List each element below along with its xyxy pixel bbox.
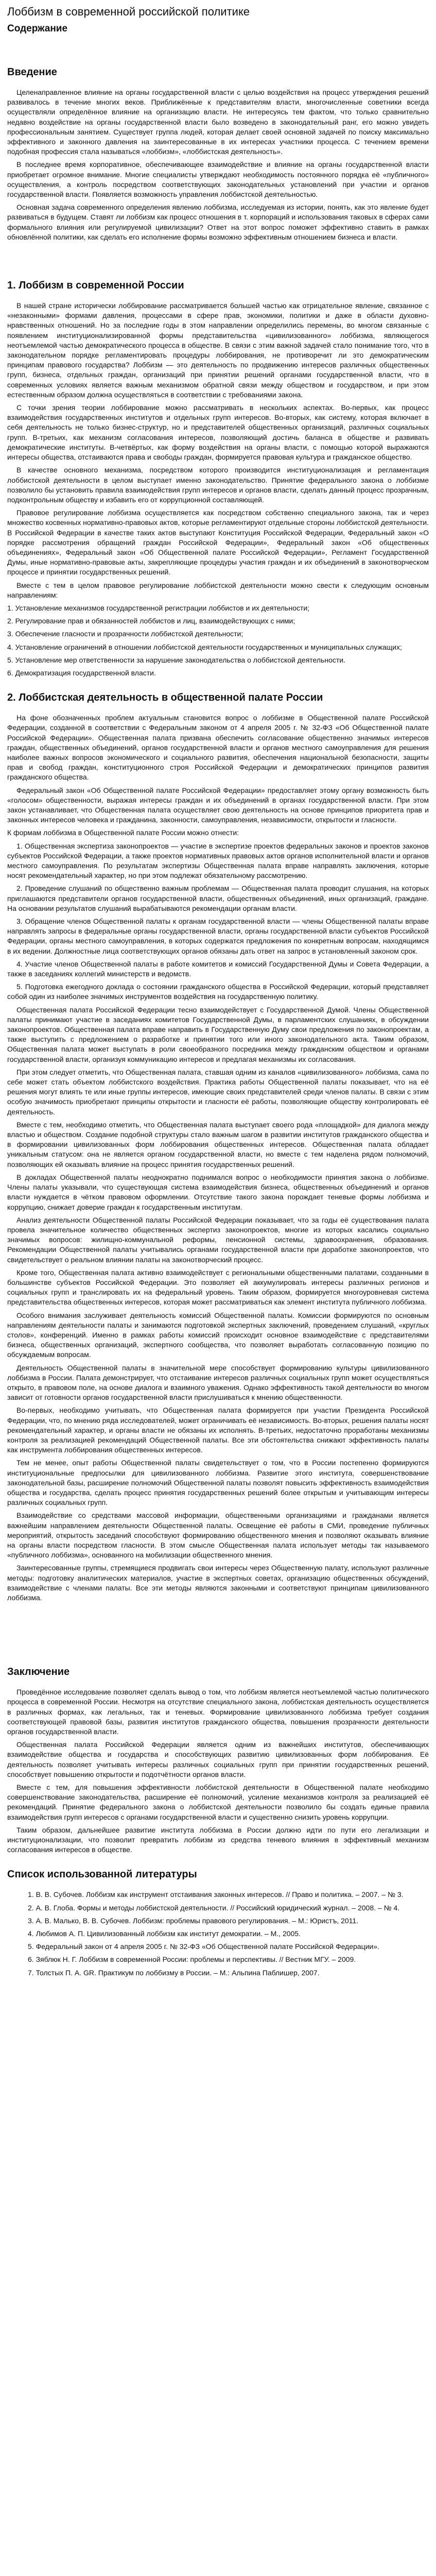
section2-heading: 2. Лоббистская деятельность в общественной палате России <box>7 692 323 704</box>
reference-item: 6. Зяблюк Н. Г. Лоббизм в современной России: проблемы и перспективы. // Вестник МГУ. – 2009. <box>28 1955 356 1964</box>
paragraph: В докладах Общественной палаты неоднократно поднимался вопрос о необходимости принятия закона о лоббизме. Члены палаты указывали, что существующая система взаимодействия бизнеса, общественных объединений и органов власти нуждается в чётком правовом оформлении. Отсутствие такого закона порождает теневые формы лоббизма и коррупцию, снижает доверие граждан к государственным институтам. <box>7 1173 429 1211</box>
paragraph: Вместе с тем, необходимо отметить, что Общественная палата выступает своего рода «площадкой» для диалога между властью и обществом. Создание подобной структуры стало важным шагом в развитии институтов гражданского общества и в формировании цивилизованных форм лоббирования общественных интересов. Общественная палата обладает уникальным статусом: она не является органом государственной власти, но вместе с тем наделена рядом полномочий, позволяющих ей оказывать влияние на процесс принятия государственных решений. <box>7 1120 429 1168</box>
section1-heading: 1. Лоббизм в современной России <box>7 280 184 292</box>
paragraph: Общественная палата Российской Федерации является одним из важнейших институтов, обеспечивающих взаимодействие общества и государства и способствующих развитию цивилизованных форм лоббирования. Её деятельность позволяет учитывать интересы различных социальных групп при принятии государственных решений, способствует повышению открытости и подотчётности органов власти. <box>7 1740 429 1778</box>
references-list <box>7 1890 429 1977</box>
toc-heading: Содержание <box>7 23 68 34</box>
conclusion-heading: Заключение <box>7 1666 70 1678</box>
paragraph: В нашей стране исторически лоббирование рассматривается большей частью как отрицательное явление, связанное с «незаконными» формами давления, процессами в сфере прав, экономики, политики и даже в области духовно-нравственных отношений. Но за последние годы в этом направлении определились перемены, во многом связанные с появлением институционализированной формы представительства «цивилизованного» лоббизма, являющегося неотъемлемой частью демократического процесса в обществе. В связи с этим важной задачей стало понимание того, что в законодательном порядке регламентировать процедуры лоббирования, не противоречит ли это демократическим принципам правового государства? Лоббизм — это деятельность по продвижению интересов различных общественных групп, бизнеса, отдельных граждан, организаций при принятии решений органами государственной власти, что в современных условиях является важным механизмом обратной связи между обществом и государством, и при этом естественным образом должна осуществляться в соответствии с требованиями закона. <box>7 301 429 399</box>
paragraph: Общественная палата Российской Федерации тесно взаимодействует с Государственной Думой. Члены Общественной палаты принимают участие в заседаниях комитетов Государственной Думы, в парламентских слушаниях, в обсуждении законопроектов. Общественная палата вправе направить в Государственную Думу свои предложения по законопроектам, а также выступить с предложением о разработке и принятии того или иного законодательного акта. Таким образом, Общественная палата может выступать в роли своеобразного посредника между гражданским обществом и органами государственной власти, организуя коммуникацию интересов и предлагая механизмы их согласования. <box>7 1005 429 1063</box>
paragraph: 4. Участие членов Общественной палаты в работе комитетов и комиссий Государственной Думы и Совета Федерации, а также в заседаниях коллегий министерств и ведомств. <box>7 959 429 978</box>
section1-body <box>7 301 429 678</box>
section2-body <box>7 713 429 1603</box>
document-title: Лоббизм в современной российской политике <box>7 5 250 18</box>
paragraph: Вместе с тем в целом правовое регулирование лоббистской деятельности можно свести к следующим основным направлениям: <box>7 581 429 599</box>
reference-item: 4. Любимов А. П. Цивилизованный лоббизм как институт демократии. – М., 2005. <box>28 1929 301 1938</box>
paragraph: Анализ деятельности Общественной палаты Российской Федерации показывает, что за годы её существования палата провела значительное количество общественных экспертиз законопроектов, многие из которых касались социально значимых вопросов: жилищно-коммунальной реформы, пенсионной системы, здравоохранения, образования. Рекомендации Общественной палаты учитывались органами государственной власти при доработке законопроектов, что свидетельствует о реальном влиянии палаты на законотворческий процесс. <box>7 1215 429 1264</box>
paragraph: В качестве основного механизма, посредством которого производится институционализация и регламентация лоббистской деятельности в целом выступает именно законодательство. Принятие федерального закона о лоббизме позволило бы установить правила взаимодействия групп интересов и органов власти, сделать данный процесс прозрачным, подконтрольным обществу и избавить его от коррупционной составляющей. <box>7 466 429 504</box>
paragraph: 2. Проведение слушаний по общественно важным проблемам — Общественная палата проводит слушания, на которых приглашаются представители органов государственной власти, общественных объединений, иных организаций, граждане. На основании результатов слушаний вырабатываются рекомендации органам власти. <box>7 884 429 912</box>
list-item: 1. Установление механизмов государственной регистрации лоббистов и их деятельности; <box>7 603 310 612</box>
intro-heading: Введение <box>7 66 57 78</box>
reference-item: 3. А. В. Малько, В. В. Субочев. Лоббизм: проблемы правового регулирования. – М.: Юристъ, 2011. <box>28 1916 359 1925</box>
references-heading: Список использованной литературы <box>7 1869 197 1880</box>
reference-item: 1. В. В. Субочев. Лоббизм как инструмент отстаивания законных интересов. // Право и политика. – 2007. – № 3. <box>28 1890 404 1899</box>
paragraph: 1. Общественная экспертиза законопроектов — участие в экспертизе проектов федеральных законов и проектов законов субъектов Российской Федерации, а также проектов нормативных правовых актов органов исполнительной власти и органов местного самоуправления. По результатам экспертизы Общественная палата вправе направлять заключения, которые носят рекомендательный характер, но при этом подлежат обязательному рассмотрению. <box>7 841 429 880</box>
paragraph: Тем не менее, опыт работы Общественной палаты свидетельствует о том, что в России постепенно формируются институциональные предпосылки для цивилизованного лоббизма. Развитие этого института, совершенствование законодательной базы, расширение полномочий Общественной палаты позволят повысить эффективность взаимодействия общества и государства, сделать процесс принятия государственных решений более открытым и учитывающим интересы различных социальных групп. <box>7 1459 429 1507</box>
reference-item: 5. Федеральный закон от 4 апреля 2005 г. № 32-ФЗ «Об Общественной палате Российской Федерации». <box>28 1942 379 1951</box>
paragraph: Таким образом, дальнейшее развитие института лоббизма в России должно идти по пути его легализации и институционализации, что позволит превратить лоббизм из средства теневого влияния в эффективный механизм согласования интересов в обществе. <box>7 1825 429 1854</box>
paragraph: Вместе с тем, для повышения эффективности лоббистской деятельности в Общественной палате необходимо совершенствование законодательства, расширение её полномочий, усиление механизмов контроля за реализацией её рекомендаций. Принятие федерального закона о лоббистской деятельности позволило бы создать единые правила взаимодействия групп интересов с органами государственной власти и существенно снизить уровень коррупции. <box>7 1783 429 1821</box>
list-item: 5. Установление мер ответственности за нарушение законодательства о лоббистской деятельности. <box>7 655 345 664</box>
paragraph: 3. Обращение членов Общественной палаты к органам государственной власти — члены Общественной палаты вправе направлять запросы в федеральные органы государственной власти, органы государственной власти субъектов Российской Федерации, органы местного самоуправления, в которых содержатся предложения по конкретным вопросам, находящимся в их ведении. Должностные лица соответствующих органов обязаны дать ответ на запрос в установленный законом срок. <box>7 917 429 955</box>
paragraph: Правовое регулирование лоббизма осуществляется как посредством собственно специального закона, так и через множество косвенных нормативно-правовых актов, которые регламентируют отдельные стороны лоббистской деятельности. В Российской Федерации в качестве таких актов выступают Конституция Российской Федерации, Федеральный закон «О порядке рассмотрения обращений граждан Российской Федерации», Федеральный закон «Об общественных объединениях», Федеральный закон «Об Общественной палате Российской Федерации», Регламент Государственной Думы, иные нормативно-правовые акты, закрепляющие процедуры участия граждан и их объединений в законотворческом процессе и принятии государственных решений. <box>7 509 429 577</box>
paragraph: Заинтересованные группы, стремящиеся продвигать свои интересы через Общественную палату, используют различные методы: подготовку аналитических материалов, участие в экспертных советах, организацию общественных обсуждений, взаимодействие с членами палаты. Все эти методы являются законными и соответствуют принципам цивилизованного лоббизма. <box>7 1564 429 1602</box>
paragraph: Проведённое исследование позволяет сделать вывод о том, что лоббизм является неотъемлемой частью политического процесса в современной России. Несмотря на отсутствие специального закона, лоббистская деятельность осуществляется в различных формах, как легальных, так и теневых. Формирование цивилизованного лоббизма требует создания соответствующей правовой базы, развития институтов гражданского общества, повышения прозрачности деятельности органов государственной власти. <box>7 1688 429 1736</box>
list-item: 2. Регулирование прав и обязанностей лоббистов и лиц, взаимодействующих с ними; <box>7 617 295 625</box>
conclusion-body <box>7 1687 429 1855</box>
paragraph: К формам лоббизма в Общественной палате России можно отнести: <box>7 828 239 837</box>
paragraph: Основная задача современного определения явлению лоббизма, исследуемая из истории, понять, как это явление будет развиваться в будущем. Ставят ли лоббизм как процесс отношения в т. корпораций и использования таковых в сферах сами формального влияния или регулируемой цивилизации? Ответ на этот вопрос поможет эффективно ставить в рамках обновлённой политики, как сделать его исполнение формы возможно эффективным отношением бизнеса и власти. <box>7 203 429 241</box>
reference-item: 2. А. В. Глоба. Формы и методы лоббистской деятельности. // Российский юридический журнал. – 2008. – № 4. <box>28 1903 400 1912</box>
paragraph: Федеральный закон «Об Общественной палате Российской Федерации» предоставляет этому органу возможность быть «голосом» общественности, выражая интересы граждан и их объединений в органах государственной власти. При этом закон устанавливает, что Общественная палата осуществляет свою деятельность на основе принципов приоритета прав и законных интересов человека и гражданина, законности, самоуправления, независимости, открытости и гласности. <box>7 786 429 824</box>
paragraph: Целенаправленное влияние на органы государственной власти с целью воздействия на процесс утверждения решений развивалось в течение многих веков. Приближённые к представителям власти, многочисленные советники всегда осуществляли определённое влияние на организацию власти. Не интересуясь тем фактом, что только сравнительно недавно воздействие на органы государственной власти было возведено в законодательный ранг, его можно увидеть профессиональным занятием. Существует группа людей, которая делает своей основной задачей по поиску максимально эффективного и законного давления на заинтересованные в их интересах участники процесса. С течением времени подобная профессия стала называться «лоббизм», «лоббистская деятельность». <box>7 88 429 156</box>
paragraph: При этом следует отметить, что Общественная палата, ставшая одним из каналов «цивилизованного» лоббизма, сама по себе может стать объектом лоббистского воздействия. Практика работы Общественной палаты показывает, что на её решения могут влиять те или иные группы интересов, имеющие своих представителей среди членов палаты. В связи с этим особую значимость приобретают принципы открытости и гласности её работы, позволяющие обществу контролировать её деятельность. <box>7 1067 429 1116</box>
list-item: 4. Установление ограничений в отношении лоббистской деятельности государственных и муниципальных служащих; <box>7 642 402 651</box>
paragraph: Во-первых, необходимо учитывать, что Общественная палата формируется при участии Президента Российской Федерации, что, по мнению ряда исследователей, может ограничивать её независимость. Во-вторых, решения палаты носят рекомендательный характер, и органы власти не обязаны их исполнять. В-третьих, недостаточно проработаны механизмы контроля за реализацией рекомендаций Общественной палаты. Все эти обстоятельства снижают эффективность палаты как инструмента лоббирования общественных интересов. <box>7 1406 429 1454</box>
paragraph: Кроме того, Общественная палата активно взаимодействует с региональными общественными палатами, созданными в большинстве субъектов Российской Федерации. Это позволяет ей аккумулировать интересы различных регионов и социальных групп и транслировать их на федеральный уровень. Таким образом, формируется многоуровневая система представительства общественных интересов, которая может рассматриваться как элемент института публичного лоббизма. <box>7 1268 429 1307</box>
paragraph: 5. Подготовка ежегодного доклада о состоянии гражданского общества в Российской Федерации, который представляет собой один из наиболее значимых инструментов воздействия на государственную политику. <box>7 982 429 1001</box>
intro-body <box>7 88 429 242</box>
list-item: 6. Демократизация государственной власти. <box>7 668 156 677</box>
paragraph: Деятельность Общественной палаты в значительной мере способствует формированию культуры цивилизованного лоббизма в России. Палата демонстрирует, что отстаивание интересов различных социальных групп может осуществляться открыто, в правовом поле, на основе диалога и взаимного уважения. Однако эффективность такой деятельности во многом зависит от готовности органов государственной власти прислушиваться к мнению общественности. <box>7 1363 429 1402</box>
paragraph: С точки зрения теории лоббирование можно рассматривать в нескольких аспектах. Во-первых, как процесс взаимодействия государственных институтов и отдельных групп интересов. Во-вторых, как систему, которая включает в себя деятельность не только бизнес-структур, но и представителей общественных организаций, различных социальных групп. В-третьих, как механизм согласования интересов, позволяющий достичь баланса в обществе и развивать демократические институты. В-четвёртых, как форму воздействия на органы власти, с помощью которой выражаются интересы общества, отстаиваются права и свободы граждан, формируется правовая культура и гражданское общество. <box>7 403 429 462</box>
paragraph: На фоне обозначенных проблем актуальным становится вопрос о лоббизме в Общественной палате Российской Федерации, созданной в соответствии с Федеральным законом от 4 апреля 2005 г. № 32-ФЗ «Об Общественной палате Российской Федерации». Общественная палата призвана обеспечить согласование общественно значимых интересов граждан, общественных объединений, органов государственной власти и органов местного самоуправления для решения наиболее важных вопросов экономического и социального развития, обеспечения национальной безопасности, защиты прав и свобод граждан, конституционного строя Российской Федерации и демократических принципов развития гражданского общества. <box>7 714 429 782</box>
paragraph: В последнее время корпоративное, обеспечивающее взаимодействие и влияние на органы государственной власти приобретает огромное внимание. Многие специалисты утверждают необходимость постоянного порядка её «публичного» осуществления, а контроль посредством соответствующих законодательных установлений при участии и органов государственной власти. Появляется возможность управления лоббистской деятельностью. <box>7 160 429 199</box>
paragraph: Особого внимания заслуживает деятельность комиссий Общественной палаты. Комиссии формируются по основным направлениям деятельности палаты и занимаются подготовкой экспертных заключений, проведением слушаний, «круглых столов», конференций. Именно в рамках работы комиссий происходит основное взаимодействие с представителями бизнеса, общественных организаций, экспертного сообщества, что позволяет выработать согласованную позицию по обсуждаемым вопросам. <box>7 1311 429 1359</box>
list-item: 3. Обеспечение гласности и прозрачности лоббистской деятельности; <box>7 630 243 638</box>
reference-item: 7. Толстых П. А. GR. Практикум по лоббизму в России. – М.: Альпина Паблишер, 2007. <box>28 1968 320 1977</box>
paragraph: Взаимодействие со средствами массовой информации, общественными организациями и гражданами является важнейшим направлением деятельности Общественной палаты. Освещение её работы в СМИ, проведение публичных мероприятий, открытость заседаний способствуют формированию общественного мнения и позволяют оказывать влияние на органы власти посредством гласности. В этом смысле Общественная палата использует методы так называемого «публичного лоббизма», основанного на мобилизации общественного мнения. <box>7 1511 429 1560</box>
